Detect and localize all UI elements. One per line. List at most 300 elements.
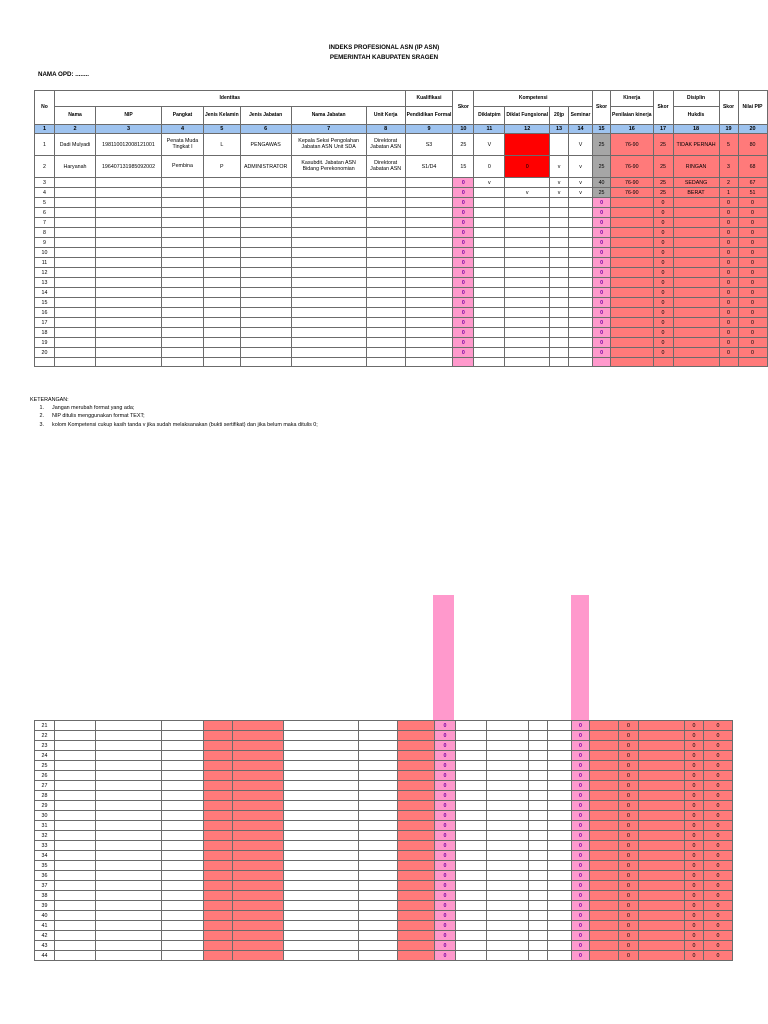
cell [487,771,529,781]
cell [284,751,359,761]
column-number: 15 [593,125,611,134]
cell [590,941,619,951]
cell-skor-kualifikasi: 0 [453,238,474,248]
cell [456,761,487,771]
cell [55,308,96,318]
column-number: 14 [569,125,593,134]
column-number: 20 [738,125,767,134]
cell-skor-disiplin: 0 [685,761,704,771]
table-row [35,871,733,881]
cell-skor-kinerja: 0 [619,941,639,951]
cell [474,208,505,218]
cell [719,358,738,367]
table-row [35,318,768,328]
cell-skor-kompetensi: 25 [593,156,611,178]
row-no: 17 [35,318,55,328]
cell [162,941,204,951]
cell [291,278,366,288]
row-no: 9 [35,238,55,248]
cell-nilai-pip: 0 [738,238,767,248]
cell [162,741,204,751]
cell-skor-kualifikasi: 0 [435,761,456,771]
cell-skor-kinerja: 0 [653,278,673,288]
cell [240,258,291,268]
cell [639,941,685,951]
cell [611,298,653,308]
cell-skor-disiplin: 0 [685,821,704,831]
notes-heading: KETERANGAN: [30,397,69,403]
cell [162,721,204,731]
cell-skor-kompetensi: 0 [572,771,590,781]
cell [673,238,719,248]
cell [590,891,619,901]
table-row [35,941,733,951]
cell-skor-kompetensi: 0 [593,228,611,238]
cell [162,931,204,941]
header-jenis-kelamin: Jenis Kelamin [204,107,241,125]
cell [548,821,572,831]
cell [590,741,619,751]
cell [162,308,204,318]
cell [529,761,548,771]
note-number: 1. [39,405,44,412]
cell [639,891,685,901]
cell-skor-disiplin: 0 [719,198,738,208]
cell [240,338,291,348]
cell [55,741,96,751]
cell [639,841,685,851]
cell [456,781,487,791]
cell [639,881,685,891]
cell [55,941,96,951]
cell-skor-kinerja: 0 [619,731,639,741]
cell [487,781,529,791]
cell [590,911,619,921]
cell-nilai-pip: 0 [704,931,733,941]
cell [548,851,572,861]
table-row [35,801,733,811]
cell [96,791,162,801]
cell-skor-disiplin: 0 [719,248,738,258]
table-row [35,156,768,178]
cell [590,801,619,811]
cell-pendidikan [405,178,453,188]
cell [550,248,569,258]
cell-skor-kompetensi: 0 [593,318,611,328]
cell-nilai-pip: 0 [704,731,733,741]
cell [456,941,487,951]
cell [611,208,653,218]
cell-skor-kualifikasi: 0 [453,188,474,198]
table-row [35,198,768,208]
cell-jenis-kelamin: L [204,134,241,156]
header-diklat-fungsional: Diklat Fungsional [505,107,550,125]
cell [611,228,653,238]
cell [96,218,162,228]
cell [639,921,685,931]
cell [405,358,453,367]
cell [96,821,162,831]
cell-skor-disiplin: 1 [719,188,738,198]
cell [474,218,505,228]
column-number: 8 [366,125,405,134]
cell [240,318,291,328]
cell [204,198,241,208]
cell [291,268,366,278]
cell [366,318,405,328]
cell [474,298,505,308]
cell [590,931,619,941]
table-row [35,208,768,218]
cell-penilaian-kinerja: 76-90 [611,178,653,188]
cell [55,811,96,821]
cell-diklatpim: 0 [474,156,505,178]
cell-skor-kompetensi: 0 [593,348,611,358]
cell-hukdis: TIDAK PERNAH [673,134,719,156]
cell [474,278,505,288]
cell [162,328,204,338]
cell [590,881,619,891]
cell-skor-kompetensi: 0 [572,821,590,831]
cell [359,861,398,871]
cell [505,308,550,318]
cell [204,308,241,318]
ip-asn-table [34,90,768,367]
cell-skor-kinerja: 0 [653,338,673,348]
cell [233,731,284,741]
page-title: INDEKS PROFESIONAL ASN (IP ASN) [328,44,440,51]
cell-skor-disiplin: 0 [685,731,704,741]
cell [204,891,233,901]
cell [456,861,487,871]
cell [162,871,204,881]
cell [162,258,204,268]
cell [291,238,366,248]
cell [55,861,96,871]
cell [529,781,548,791]
cell [548,891,572,901]
cell-nip [96,188,162,198]
cell-skor-kompetensi: 0 [572,811,590,821]
row-no: 1 [35,134,55,156]
cell [474,268,505,278]
cell [569,298,593,308]
cell [291,308,366,318]
cell [456,931,487,941]
cell [55,358,96,367]
cell [673,338,719,348]
cell [162,238,204,248]
cell [639,951,685,961]
cell-skor-kompetensi: 40 [593,178,611,188]
column-number-row [35,125,768,134]
cell [233,761,284,771]
cell [611,358,653,367]
cell [162,278,204,288]
row-no: 30 [35,811,55,821]
cell-skor-disiplin: 0 [685,861,704,871]
cell-unit-kerja [366,188,405,198]
cell [284,921,359,931]
cell [233,911,284,921]
cell-skor-kompetensi: 0 [572,761,590,771]
table-row [35,348,768,358]
row-no: 33 [35,841,55,851]
cell [456,721,487,731]
cell-nilai-pip: 68 [738,156,767,178]
cell [550,358,569,367]
cell [55,911,96,921]
cell [96,238,162,248]
cell [405,328,453,338]
cell [548,861,572,871]
cell-diklat-fungsional: v [505,188,550,198]
row-no: 38 [35,891,55,901]
cell-diklat-fungsional [505,134,550,156]
cell [487,811,529,821]
cell-skor-kualifikasi: 0 [453,218,474,228]
row-no: 4 [35,188,55,198]
cell [405,228,453,238]
cell-skor-kualifikasi: 0 [435,781,456,791]
cell [291,198,366,208]
table-row [35,178,768,188]
cell [550,278,569,288]
cell-skor-disiplin: 0 [685,941,704,951]
cell [456,921,487,931]
table-row [35,881,733,891]
row-no: 23 [35,741,55,751]
cell-skor-kualifikasi: 0 [435,901,456,911]
cell [96,228,162,238]
cell [204,871,233,881]
cell [366,268,405,278]
cell [284,821,359,831]
cell-skor-kompetensi: 0 [572,951,590,961]
cell-skor-kinerja: 0 [653,238,673,248]
cell [456,791,487,801]
cell-pangkat [162,178,204,188]
cell-skor-kompetensi: 0 [593,268,611,278]
cell [550,338,569,348]
cell [55,228,96,238]
cell [291,298,366,308]
cell [550,318,569,328]
cell [162,358,204,367]
cell [162,268,204,278]
cell [529,791,548,801]
cell [359,881,398,891]
cell [204,841,233,851]
cell-skor-disiplin: 0 [719,288,738,298]
cell-nilai-pip: 0 [738,228,767,238]
cell-skor-kompetensi: 0 [593,338,611,348]
cell [162,248,204,258]
cell [55,258,96,268]
cell [548,871,572,881]
cell [96,358,162,367]
cell [405,268,453,278]
cell [55,338,96,348]
cell-skor-kompetensi: 25 [593,188,611,198]
cell [204,831,233,841]
cell-skor-kualifikasi: 0 [435,871,456,881]
row-no: 24 [35,751,55,761]
cell [359,841,398,851]
cell-skor-kinerja: 0 [619,741,639,751]
cell [548,941,572,951]
cell [569,278,593,288]
cell [162,218,204,228]
cell [590,871,619,881]
cell [55,761,96,771]
cell-skor-disiplin: 0 [719,208,738,218]
cell-penilaian-kinerja: 76-90 [611,134,653,156]
header-pendidikan-formal: Pendidikan Formal [405,107,453,125]
cell [204,881,233,891]
cell [366,298,405,308]
cell [673,278,719,288]
cell-nama-jabatan [291,188,366,198]
cell-skor-kompetensi: 0 [572,941,590,951]
cell [233,741,284,751]
cell [398,951,435,961]
cell [96,861,162,871]
cell [96,248,162,258]
cell [456,771,487,781]
cell [240,268,291,278]
cell [474,328,505,338]
cell [291,228,366,238]
cell [550,288,569,298]
cell [55,288,96,298]
cell [96,208,162,218]
cell [548,811,572,821]
cell-skor-kualifikasi: 25 [453,134,474,156]
cell [398,831,435,841]
cell-seminar: v [569,156,593,178]
cell [590,951,619,961]
cell [55,731,96,741]
cell [611,248,653,258]
cell-skor-kualifikasi: 0 [453,328,474,338]
column-number: 1 [35,125,55,134]
cell-skor-kompetensi: 0 [572,721,590,731]
cell [611,278,653,288]
cell-skor-kompetensi: 25 [593,134,611,156]
cell [398,751,435,761]
cell [204,761,233,771]
header-hukdis: Hukdis [673,107,719,125]
cell [456,801,487,811]
cell [240,228,291,238]
cell [359,731,398,741]
cell [487,871,529,881]
row-no: 16 [35,308,55,318]
cell [291,218,366,228]
cell [96,348,162,358]
cell [550,308,569,318]
cell-skor-kinerja: 0 [653,268,673,278]
cell-skor-disiplin: 0 [685,911,704,921]
cell [529,901,548,911]
row-no: 21 [35,721,55,731]
cell [569,238,593,248]
header-skor-3: Skor [653,91,673,125]
row-no: 25 [35,761,55,771]
cell-skor-disiplin: 5 [719,134,738,156]
cell-skor-kompetensi: 0 [572,891,590,901]
cell-nama-jabatan: Kepala Seksi Pengolahan Jabatan ASN Unit SDA [291,134,366,156]
skor-column-stub [433,595,454,720]
header-20jp: 20jp [550,107,569,125]
cell [204,278,241,288]
cell-skor-kualifikasi: 0 [453,348,474,358]
table-row [35,741,733,751]
table-row [35,891,733,901]
cell [96,781,162,791]
cell-jenis-kelamin [204,178,241,188]
cell [284,911,359,921]
cell-skor-disiplin: 0 [685,841,704,851]
cell-skor-kinerja: 0 [619,861,639,871]
cell [284,731,359,741]
cell [359,721,398,731]
cell-pendidikan: S3 [405,134,453,156]
cell [590,811,619,821]
cell [505,198,550,208]
cell-skor-kualifikasi: 0 [435,931,456,941]
cell [548,741,572,751]
cell-skor-kinerja: 0 [653,328,673,338]
cell [359,831,398,841]
cell [284,791,359,801]
cell [569,198,593,208]
cell-skor-kompetensi: 0 [572,911,590,921]
cell-nilai-pip: 0 [738,198,767,208]
table-row [35,338,768,348]
cell [233,831,284,841]
cell [505,288,550,298]
cell [590,841,619,851]
cell [673,348,719,358]
cell [366,308,405,318]
cell [204,328,241,338]
header-skor-4: Skor [719,91,738,125]
cell-diklatpim: v [474,178,505,188]
cell [639,861,685,871]
cell [474,198,505,208]
cell [529,801,548,811]
cell [284,841,359,851]
cell [398,721,435,731]
cell-skor-kinerja: 0 [653,308,673,318]
cell-skor-kinerja: 0 [653,348,673,358]
cell-hukdis: RINGAN [673,156,719,178]
cell [55,891,96,901]
cell-skor-disiplin: 0 [685,881,704,891]
row-no: 10 [35,248,55,258]
cell [611,328,653,338]
cell [284,851,359,861]
note-text: NIP ditulis menggunakan format TEXT; [52,413,145,420]
cell-nilai-pip: 0 [704,921,733,931]
cell [96,318,162,328]
cell [487,901,529,911]
cell [284,771,359,781]
cell [162,801,204,811]
cell-skor-disiplin: 0 [685,931,704,941]
